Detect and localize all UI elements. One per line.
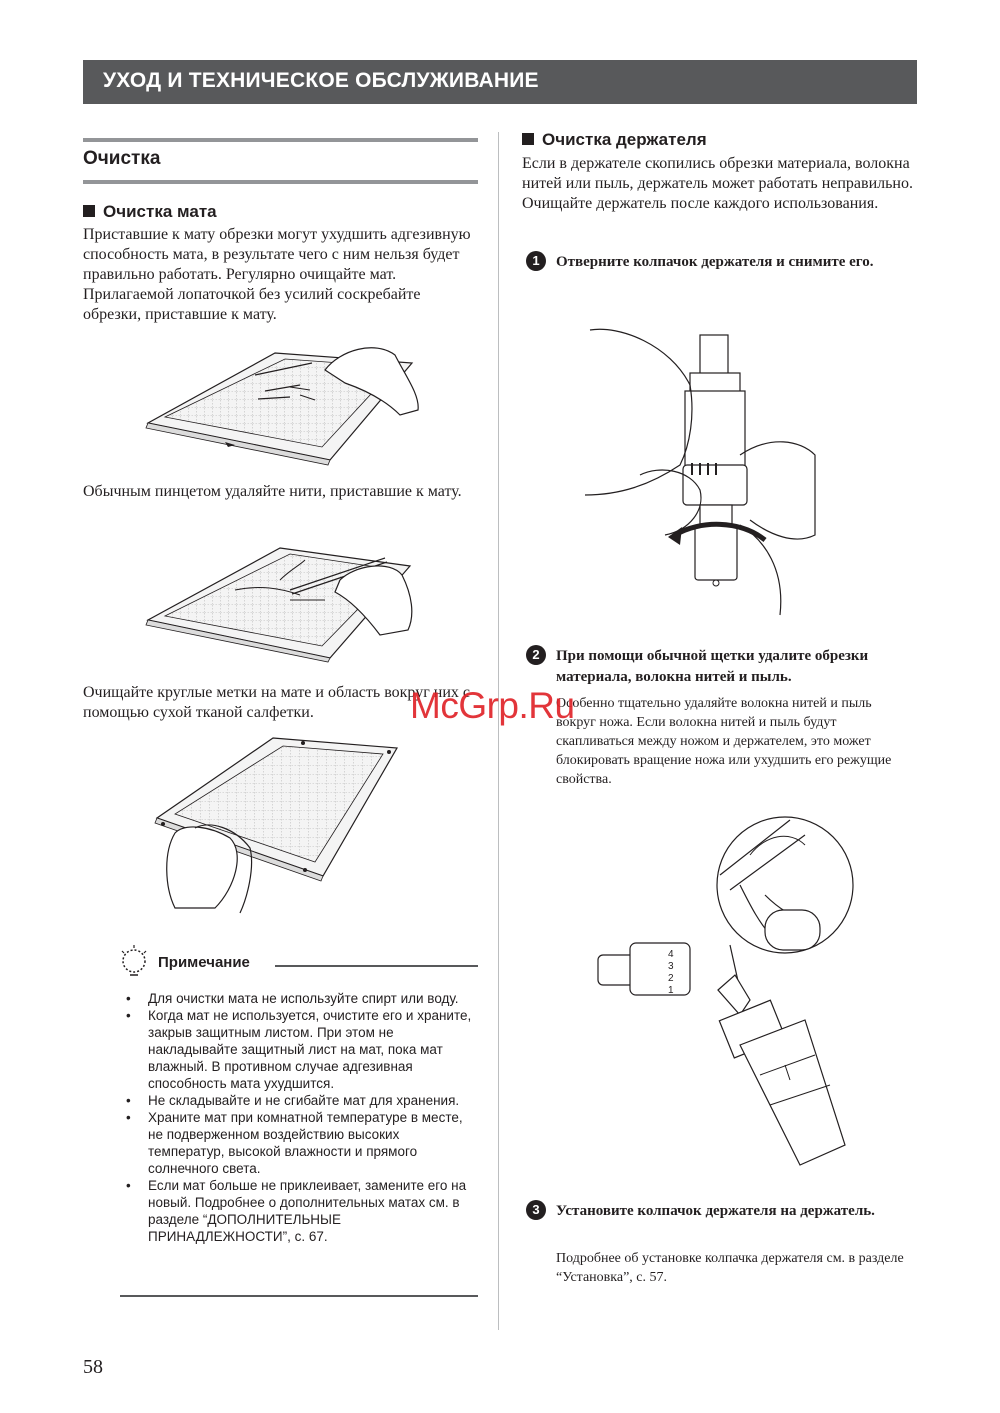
note-item: • Для очистки мата не используйте спирт или воду. [120,990,475,1007]
header-banner [83,60,917,104]
dial-label: 4 [668,949,674,960]
section-title: Очистка [83,148,161,169]
step-2-number: 2 [526,645,546,665]
holder-brush-illustration [590,815,860,1180]
dial-label: 2 [668,973,674,984]
note-item: • Если мат больше не приклеивает, замените его на новый. Подробнее о дополнительных матах см. в разделе “ДОПОЛНИТЕЛЬНЫЕ ПРИНАДЛЕЖНОСТИ”, с. 67. [120,1177,475,1245]
dial-label: 3 [668,961,674,972]
mat-tweezers-illustration [140,540,430,660]
page-title: УХОД И ТЕХНИЧЕСКОЕ ОБСЛУЖИВАНИЕ [103,69,539,92]
note-lightbulb-icon [118,943,150,979]
mat-cloth-illustration [155,738,400,913]
mat-cleaning-title: Очистка мата [103,202,217,221]
section-top-rule [83,138,478,142]
holder-cleaning-title: Очистка держателя [542,130,707,149]
square-bullet-icon [83,205,95,217]
holder-cleaning-heading [522,130,707,150]
note-item: • Не складывайте и не сгибайте мат для хранения. [120,1092,475,1109]
tweezers-text: Обычным пинцетом удаляйте нити, приставшие к мату. [83,483,462,500]
step-2-title: При помощи обычной щетки удалите обрезки материала, волокна нитей и пыль. [556,648,869,685]
note-title-rule [275,965,478,967]
step-3-text: Подробнее об установке колпачка держателя см. в разделе “Установка”, с. 57. [556,1251,904,1285]
step-3-title: Установите колпачок держателя на держатель. [556,1203,875,1219]
square-bullet-icon [522,133,534,145]
page-number: 58 [83,1356,103,1378]
step-3-number: 3 [526,1200,546,1220]
mat-cleaning-heading [83,202,217,222]
column-divider [498,132,499,1330]
note-item: • Храните мат при комнатной температуре в месте, не подверженном воздействию высоких температур, высокой влажности и прямого солнечного света. [120,1109,475,1177]
dial-label: 1 [668,985,674,996]
step-2-text: Особенно тщательно удаляйте волокна нитей и пыль вокруг ножа. Если волокна нитей и пыль будут скапливаться между ножом и держателем, это может блокировать вращение ножа или ухудшить его режущие свойства. [556,696,892,787]
section-bottom-rule [83,180,478,184]
note-list [120,990,475,1245]
watermark: McGrp.Ru [410,685,575,726]
marks-text: Очищайте круглые метки на мате и область вокруг них с помощью сухой тканой салфетки. [83,684,470,721]
step-1-title: Отверните колпачок держателя и снимите его. [556,254,874,270]
note-title: Примечание [158,954,250,971]
mat-intro-text: Приставшие к мату обрезки могут ухудшить адгезивную способность мата, в результате чего с ним нельзя будет правильно работать. Регулярно очищайте мат. Прилагаемой лопаточкой без усилий соскребайте обрезки, приставшие к мату. [83,226,471,323]
mat-spatula-illustration [140,335,430,470]
note-item: • Когда мат не используется, очистите его и храните, закрыв защитным листом. При этом не накладывайте защитный лист на мат, пока мат влажный. В противном случае адгезивная способность мата ухудшится. [120,1007,475,1092]
step-1-number: 1 [526,251,546,271]
holder-intro-text: Если в держателе скопились обрезки материала, волокна нитей или пыль, держатель может работать неправильно. Очищайте держатель после каждого использования. [522,155,913,212]
note-bottom-rule [120,1295,478,1297]
holder-unscrew-illustration [580,325,820,615]
